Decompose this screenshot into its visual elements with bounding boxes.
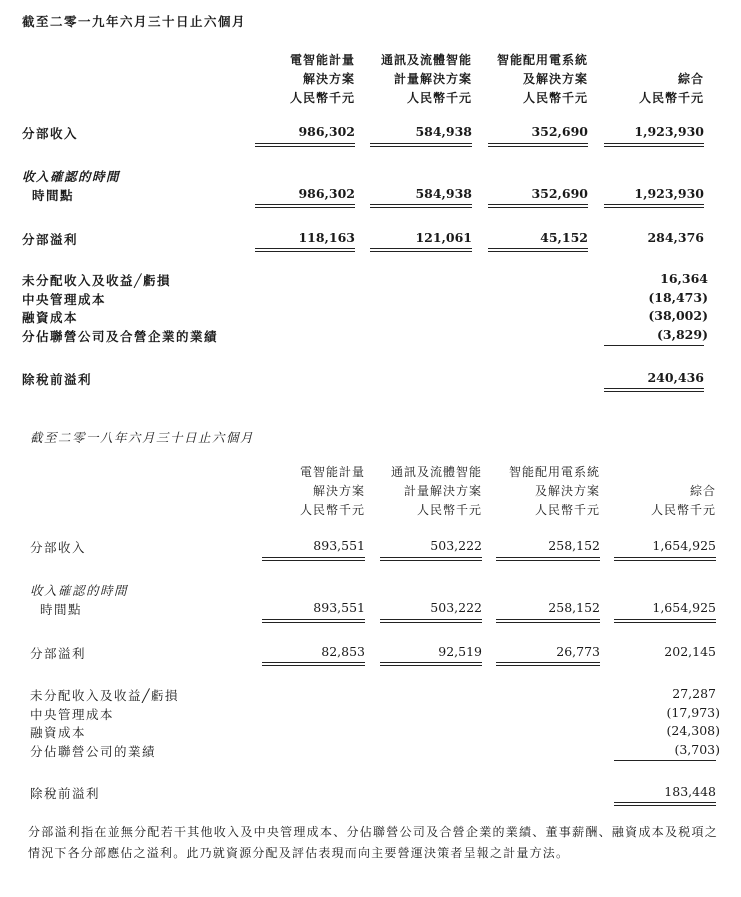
value-profit-distribution: 26,773 — [556, 644, 600, 659]
value-revenue-consolidated: 1,654,925 — [652, 538, 716, 553]
value-profit-before-tax: 183,448 — [664, 784, 716, 799]
row-label-unallocated: 未分配收入及收益╱虧損 — [30, 688, 180, 703]
value-point-distribution: 352,690 — [531, 186, 588, 201]
period-title-2018: 截至二零一八年六月三十日止六個月 — [30, 430, 255, 445]
col-header-consolidated: 綜合 人民幣千元 — [638, 72, 704, 105]
rule — [604, 345, 704, 346]
rule — [255, 204, 355, 208]
rule — [380, 557, 482, 561]
value-share-results: (3,703) — [674, 742, 720, 757]
value-revenue-communication: 503,222 — [430, 538, 482, 553]
col-header-consolidated: 綜合 人民幣千元 — [650, 484, 716, 517]
value-profit-consolidated: 284,376 — [647, 230, 704, 245]
value-point-distribution: 258,152 — [548, 600, 600, 615]
value-revenue-electric: 893,551 — [313, 538, 365, 553]
rule — [380, 619, 482, 623]
rule — [604, 143, 704, 147]
period-title-2019: 截至二零一九年六月三十日止六個月 — [22, 14, 247, 29]
value-finance-cost: (24,308) — [666, 723, 720, 738]
rule — [255, 248, 355, 252]
rule — [370, 143, 472, 147]
value-revenue-communication: 584,938 — [415, 124, 472, 139]
row-label-central-admin: 中央管理成本 — [30, 707, 115, 722]
value-profit-communication: 121,061 — [415, 230, 472, 245]
col-header-communication: 通訊及流體智能 計量解決方案 人民幣千元 — [380, 53, 472, 105]
col-header-distribution: 智能配用電系統 及解決方案 人民幣千元 — [496, 53, 588, 105]
value-share-results: (3,829) — [657, 327, 708, 342]
rule — [488, 248, 588, 252]
rule — [370, 248, 472, 252]
value-revenue-electric: 986,302 — [298, 124, 355, 139]
row-label-segment-profit: 分部溢利 — [22, 232, 79, 247]
row-label-profit-before-tax: 除稅前溢利 — [30, 786, 101, 801]
rule — [262, 557, 365, 561]
rule — [496, 662, 600, 666]
value-profit-distribution: 45,152 — [540, 230, 588, 245]
row-label-point-in-time: 時間點 — [40, 602, 83, 617]
value-point-consolidated: 1,654,925 — [652, 600, 716, 615]
value-point-electric: 986,302 — [298, 186, 355, 201]
rule — [262, 619, 365, 623]
value-finance-cost: (38,002) — [648, 308, 708, 323]
row-label-profit-before-tax: 除稅前溢利 — [22, 372, 93, 387]
rule — [370, 204, 472, 208]
value-central-admin: (17,973) — [666, 705, 720, 720]
rule — [488, 204, 588, 208]
value-revenue-distribution: 352,690 — [531, 124, 588, 139]
rule — [380, 662, 482, 666]
value-unallocated: 27,287 — [672, 686, 716, 701]
row-label-timing: 收入確認的時間 — [30, 583, 129, 598]
row-label-segment-profit: 分部溢利 — [30, 646, 87, 661]
row-label-finance-cost: 融資成本 — [22, 310, 79, 325]
rule — [604, 388, 704, 392]
footnote: 分部溢利指在並無分配若干其他收入及中央管理成本、分佔聯營公司及合營企業的業績、董事薪酬、融資成本及税項之情況下各分部應佔之溢利。此乃就資源分配及評估表現而向主要營運決策者呈報之計量方法。 — [28, 825, 718, 860]
value-profit-electric: 118,163 — [298, 230, 355, 245]
value-central-admin: (18,473) — [648, 290, 708, 305]
rule — [488, 143, 588, 147]
col-header-electric: 電智能計量 解決方案 人民幣千元 — [289, 53, 355, 105]
row-label-unallocated: 未分配收入及收益╱虧損 — [22, 273, 172, 288]
value-profit-consolidated: 202,145 — [664, 644, 716, 659]
rule — [496, 619, 600, 623]
rule — [262, 662, 365, 666]
value-revenue-consolidated: 1,923,930 — [634, 124, 704, 139]
row-label-central-admin: 中央管理成本 — [22, 292, 107, 307]
value-revenue-distribution: 258,152 — [548, 538, 600, 553]
rule — [255, 143, 355, 147]
rule — [614, 619, 716, 623]
row-label-share-results: 分佔聯營公司及合營企業的業績 — [22, 329, 219, 344]
value-profit-before-tax: 240,436 — [647, 370, 704, 385]
value-point-consolidated: 1,923,930 — [634, 186, 704, 201]
col-header-communication: 通訊及流體智能 計量解決方案 人民幣千元 — [390, 465, 482, 517]
value-profit-electric: 82,853 — [321, 644, 365, 659]
row-label-timing: 收入確認的時間 — [22, 169, 121, 184]
rule — [496, 557, 600, 561]
row-label-finance-cost: 融資成本 — [30, 725, 87, 740]
value-profit-communication: 92,519 — [438, 644, 482, 659]
row-label-segment-revenue: 分部收入 — [30, 540, 87, 555]
col-header-distribution: 智能配用電系統 及解決方案 人民幣千元 — [508, 465, 600, 517]
rule — [614, 760, 716, 761]
rule — [614, 802, 716, 806]
row-label-point-in-time: 時間點 — [32, 188, 75, 203]
value-unallocated: 16,364 — [660, 271, 708, 286]
value-point-electric: 893,551 — [313, 600, 365, 615]
rule — [604, 204, 704, 208]
rule — [614, 557, 716, 561]
value-point-communication: 584,938 — [415, 186, 472, 201]
value-point-communication: 503,222 — [430, 600, 482, 615]
row-label-share-results: 分佔聯營公司的業績 — [30, 744, 157, 759]
row-label-segment-revenue: 分部收入 — [22, 126, 79, 141]
col-header-electric: 電智能計量 解決方案 人民幣千元 — [299, 465, 365, 517]
